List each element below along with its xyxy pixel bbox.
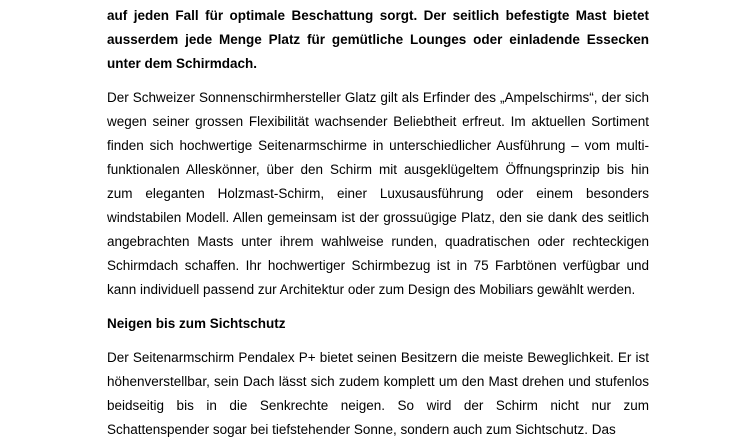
body-paragraph-2: Der Seitenarmschirm Pendalex P+ bietet seinen Besitzern die meiste Beweglichkeit. Er ist höhenverstellbar, sein Dach lässt sich zudem komplett um den Mast drehen und stufenlos beidseitig bis in die Senkrechte neigen. So wird der Schirm nicht nur zum Schattenspender sogar bei tiefstehender Sonne, sondern auch zum Sichtschutz. Das xyxy=(107,350,649,437)
document-page xyxy=(107,4,649,442)
body-paragraph-1: Der Schweizer Sonnenschirmhersteller Glatz gilt als Erfinder des „Ampelschirms“, der sich wegen seiner grossen Flexibilität wachsender Beliebtheit erfreut. Im aktuellen Sortiment finden sich hochwertige Seitenarmschirme in unterschiedlicher Ausführung – vom multi-funktionalen Alleskönner, über den Schirm mit ausgeklügeltem Öffnungsprinzip bis hin zum eleganten Holzmast-Schirm, einer Luxusausführung oder einem besonders windstabilen Modell. Allen gemeinsam ist der grossuügige Platz, den sie dank des seitlich angebrachten Masts unter ihrem wahlweise runden, quadratischen oder rechteckigen Schirmdach schaffen. Ihr hochwertiger Schirmbezug ist in 75 Farbtönen verfügbar und kann individuell passend zur Architektur oder zum Design des Mobiliars gewählt werden. xyxy=(107,90,649,297)
paragraph-spacer xyxy=(107,302,649,312)
section-heading: Neigen bis zum Sichtschutz xyxy=(107,316,286,331)
intro-bold-paragraph: auf jeden Fall für optimale Beschattung sorgt. Der seitlich befestigte Mast bietet ausserdem jede Menge Platz für gemütliche Lounges oder einladende Essecken unter dem Schirmdach. xyxy=(107,8,649,71)
paragraph-spacer xyxy=(107,336,649,346)
paragraph-spacer xyxy=(107,76,649,86)
